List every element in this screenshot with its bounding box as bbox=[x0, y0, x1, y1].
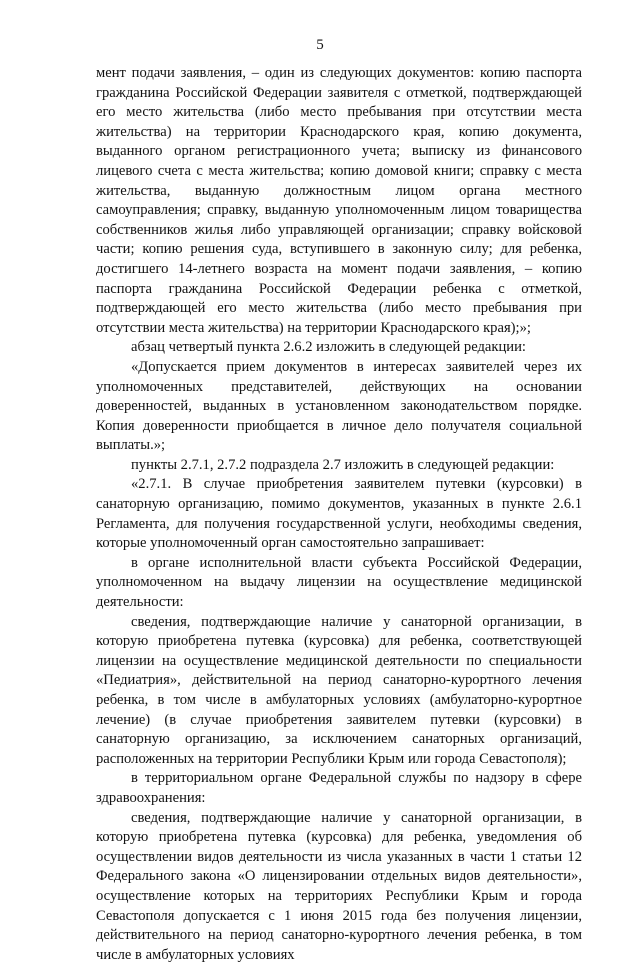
paragraph: абзац четвертый пункта 2.6.2 изложить в следующей редакции: bbox=[131, 339, 526, 356]
paragraph: мент подачи заявления, – один из следующих документов: копию паспорта гражданина Российской Федерации заявителя с отметкой, подтверждающей его место жительства (либо место пребывания при отсутствии места жительства) на территории Краснодарского края, копию документа, выданного органом регистрационного учета; выписку из финансового лицевого счета с места жительства; копию домовой книги; справку с места жительства, выданную должностным лицом органа местного самоуправления; справку, выданную уполномоченным лицом товарищества собственников жилья либо управляющей организации; справку войсковой части; копию решения суда, вступившего в законную силу; для ребенка, достигшего 14-летнего возраста на момент подачи заявления, – копию паспорта гражданина Российской Федерации ребенка с отметкой, подтверждающей его место жительства (либо место пребывания при отсутствии места жительства) на территории Краснодарского края);»; bbox=[96, 65, 582, 336]
paragraph: в органе исполнительной власти субъекта Российской Федерации, уполномоченном на выдачу лицензии на осуществление медицинской деятельности: bbox=[96, 554, 582, 611]
paragraph: пункты 2.7.1, 2.7.2 подраздела 2.7 изложить в следующей редакции: bbox=[131, 456, 555, 473]
paragraph: в территориальном органе Федеральной службы по надзору в сфере здравоохранения: bbox=[96, 770, 582, 806]
paragraph: «2.7.1. В случае приобретения заявителем путевки (курсовки) в санаторную организацию, помимо документов, указанных в пункте 2.6.1 Регламента, для получения государственной услуги, необходимы сведения, которые уполномоченный орган самостоятельно запрашивает: bbox=[96, 476, 582, 552]
paragraph: «Допускается прием документов в интересах заявителей через их уполномоченных представителей, действующих на основании доверенностей, выданных в установленном законодательством порядке. Копия доверенности приобщается в личное дело получателя социальной выплаты.»; bbox=[96, 358, 582, 454]
document-body bbox=[96, 64, 582, 965]
paragraph: сведения, подтверждающие наличие у санаторной организации, в которую приобретена путевка (курсовка) для ребенка, соответствующей лицензии на осуществление медицинской деятельности по специальности «Педиатрия», действительной на период санаторно-курортного лечения ребенка, в том числе в амбулаторных условиях (амбулаторно-курортное лечение) (в случае приобретения заявителем путевки (курсовки) в санаторную организацию, за исключением санаторных организаций, расположенных на территории Республики Крым или города Севастополя); bbox=[96, 613, 582, 767]
paragraph: сведения, подтверждающие наличие у санаторной организации, в которую приобретена путевка (курсовка) для ребенка, уведомления об осуществлении видов деятельности из числа указанных в части 1 статьи 12 Федерального закона «О лицензировании отдельных видов деятельности», осуществление которых на территориях Республики Крым и города Севастополя допускается с 1 июня 2015 года без получения лицензии, действительного на период санаторно-курортного лечения ребенка, в том числе в амбулаторных условиях bbox=[96, 809, 582, 963]
page-number: 5 bbox=[316, 37, 324, 53]
